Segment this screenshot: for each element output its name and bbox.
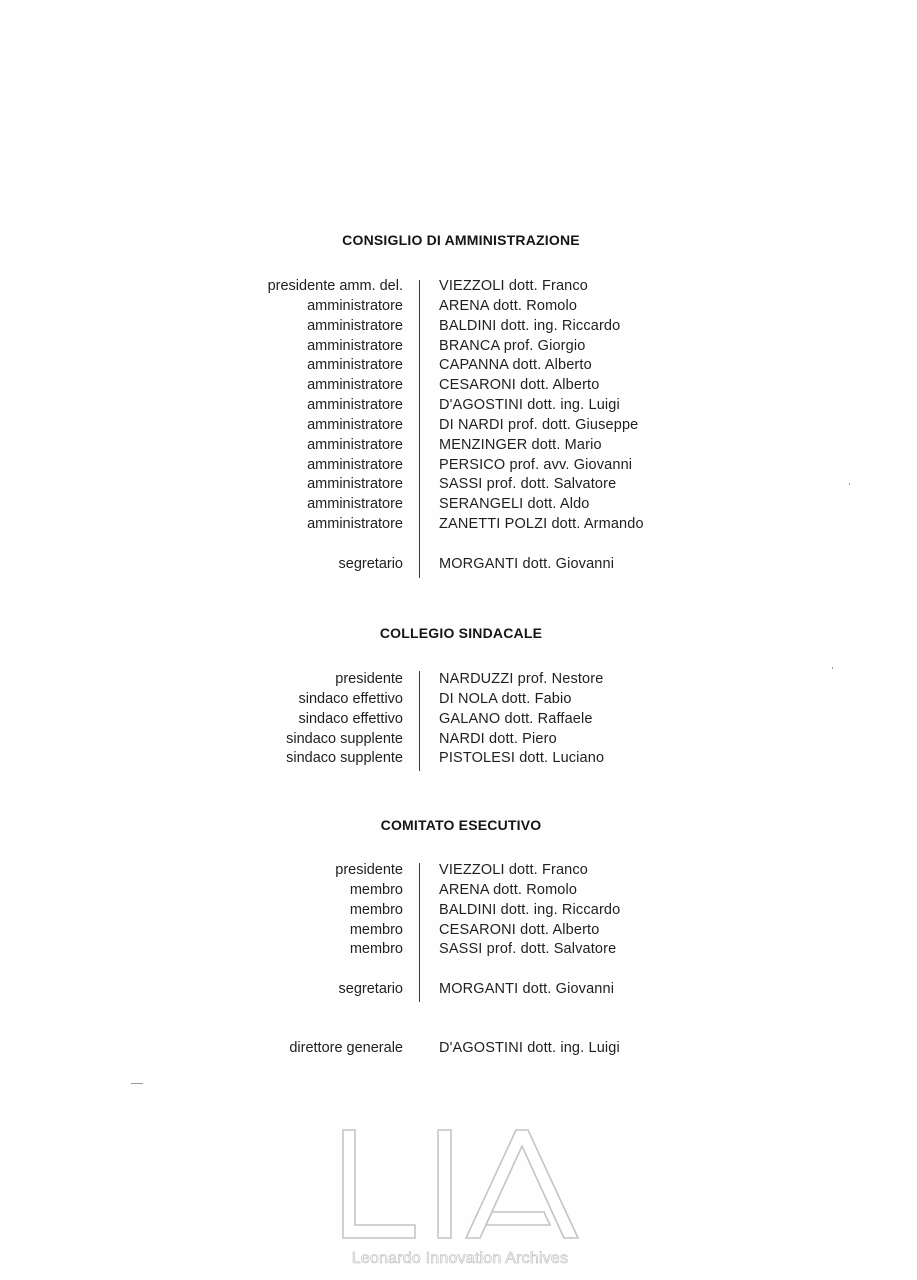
secretary-name: MORGANTI dott. Giovanni bbox=[439, 981, 615, 998]
member-row bbox=[0, 901, 917, 921]
member-name: NARDI dott. Piero bbox=[439, 730, 557, 747]
member-role: presidente amm. del. bbox=[267, 278, 403, 294]
member-name: CESARONI dott. Alberto bbox=[439, 921, 600, 938]
member-row bbox=[0, 317, 917, 337]
member-row bbox=[0, 475, 917, 495]
member-row bbox=[0, 861, 917, 881]
member-name: MENZINGER dott. Mario bbox=[439, 436, 602, 453]
member-name: PERSICO prof. avv. Giovanni bbox=[439, 456, 633, 473]
logo-letter-l bbox=[343, 1130, 415, 1238]
member-row bbox=[0, 297, 917, 317]
member-role: presidente bbox=[335, 862, 403, 878]
row-spacer bbox=[0, 960, 917, 980]
scan-speck bbox=[832, 667, 833, 669]
section-title-comitato: COMITATO ESECUTIVO bbox=[380, 817, 542, 833]
member-name: CAPANNA dott. Alberto bbox=[439, 357, 592, 374]
secretary-name: MORGANTI dott. Giovanni bbox=[439, 555, 615, 572]
section-title-consiglio: CONSIGLIO DI AMMINISTRAZIONE bbox=[342, 232, 580, 248]
member-name: CESARONI dott. Alberto bbox=[439, 377, 600, 394]
member-role: membro bbox=[349, 941, 403, 958]
member-row bbox=[0, 337, 917, 357]
member-name: BALDINI dott. ing. Riccardo bbox=[439, 317, 621, 334]
member-name: VIEZZOLI dott. Franco bbox=[439, 278, 589, 294]
secretary-role: segretario bbox=[338, 981, 403, 998]
member-row bbox=[0, 456, 917, 476]
member-list-consiglio bbox=[0, 277, 917, 575]
logo-letter-i bbox=[438, 1130, 451, 1238]
member-role: amministratore bbox=[307, 357, 403, 374]
member-list-collegio bbox=[0, 670, 917, 769]
member-role: amministratore bbox=[307, 436, 403, 453]
member-role: amministratore bbox=[307, 416, 403, 433]
member-row bbox=[0, 921, 917, 941]
scan-speck bbox=[849, 483, 850, 485]
member-row bbox=[0, 690, 917, 710]
member-role: amministratore bbox=[307, 397, 403, 414]
archive-logo-caption: Leonardo Innovation Archives bbox=[351, 1250, 569, 1267]
member-role: amministratore bbox=[307, 516, 403, 533]
member-name: DI NOLA dott. Fabio bbox=[439, 690, 572, 707]
member-role: membro bbox=[349, 921, 403, 938]
member-row bbox=[0, 396, 917, 416]
member-row bbox=[0, 881, 917, 901]
member-name: D'AGOSTINI dott. ing. Luigi bbox=[439, 397, 620, 414]
general-director-role: direttore generale bbox=[289, 1040, 403, 1056]
member-row bbox=[0, 670, 917, 690]
member-row bbox=[0, 416, 917, 436]
member-name: PISTOLESI dott. Luciano bbox=[439, 750, 605, 767]
member-name: DI NARDI prof. dott. Giuseppe bbox=[439, 416, 639, 433]
member-role: amministratore bbox=[307, 377, 403, 394]
member-role: amministratore bbox=[307, 337, 403, 354]
member-name: BRANCA prof. Giorgio bbox=[439, 337, 586, 354]
member-role: membro bbox=[349, 881, 403, 898]
member-name: ZANETTI POLZI dott. Armando bbox=[439, 516, 644, 533]
member-row bbox=[0, 940, 917, 960]
scan-speck bbox=[131, 1083, 143, 1084]
member-list-comitato bbox=[0, 861, 917, 1000]
member-role: sindaco effettivo bbox=[298, 710, 403, 727]
member-row bbox=[0, 710, 917, 730]
member-name: BALDINI dott. ing. Riccardo bbox=[439, 901, 621, 918]
member-role: membro bbox=[349, 901, 403, 918]
member-name: SASSI prof. dott. Salvatore bbox=[439, 476, 617, 493]
member-role: presidente bbox=[335, 671, 403, 687]
member-name: SASSI prof. dott. Salvatore bbox=[439, 941, 617, 958]
member-role: amministratore bbox=[307, 476, 403, 493]
member-name: VIEZZOLI dott. Franco bbox=[439, 862, 589, 878]
member-role: sindaco supplente bbox=[286, 750, 403, 767]
general-director bbox=[0, 1039, 917, 1059]
section-title-collegio: COLLEGIO SINDACALE bbox=[379, 625, 543, 641]
member-role: sindaco effettivo bbox=[298, 690, 403, 707]
member-role: amministratore bbox=[307, 317, 403, 334]
member-name: GALANO dott. Raffaele bbox=[439, 710, 593, 727]
member-row bbox=[0, 436, 917, 456]
row-spacer bbox=[0, 535, 917, 555]
member-name: ARENA dott. Romolo bbox=[439, 297, 578, 314]
member-row bbox=[0, 356, 917, 376]
member-row bbox=[0, 495, 917, 515]
secretary-role: segretario bbox=[338, 555, 403, 572]
member-role: amministratore bbox=[307, 456, 403, 473]
member-row bbox=[0, 277, 917, 297]
member-role: amministratore bbox=[307, 496, 403, 513]
member-row bbox=[0, 749, 917, 769]
member-row bbox=[0, 515, 917, 535]
logo-letter-a-bar bbox=[486, 1212, 550, 1225]
member-row bbox=[0, 730, 917, 750]
secretary-row bbox=[0, 980, 917, 1000]
member-role: sindaco supplente bbox=[286, 730, 403, 747]
member-name: NARDUZZI prof. Nestore bbox=[439, 671, 604, 687]
member-role: amministratore bbox=[307, 297, 403, 314]
member-row bbox=[0, 376, 917, 396]
general-director-row bbox=[0, 1039, 917, 1059]
general-director-name: D'AGOSTINI dott. ing. Luigi bbox=[439, 1040, 620, 1056]
member-name: ARENA dott. Romolo bbox=[439, 881, 578, 898]
secretary-row bbox=[0, 555, 917, 575]
member-name: SERANGELI dott. Aldo bbox=[439, 496, 590, 513]
